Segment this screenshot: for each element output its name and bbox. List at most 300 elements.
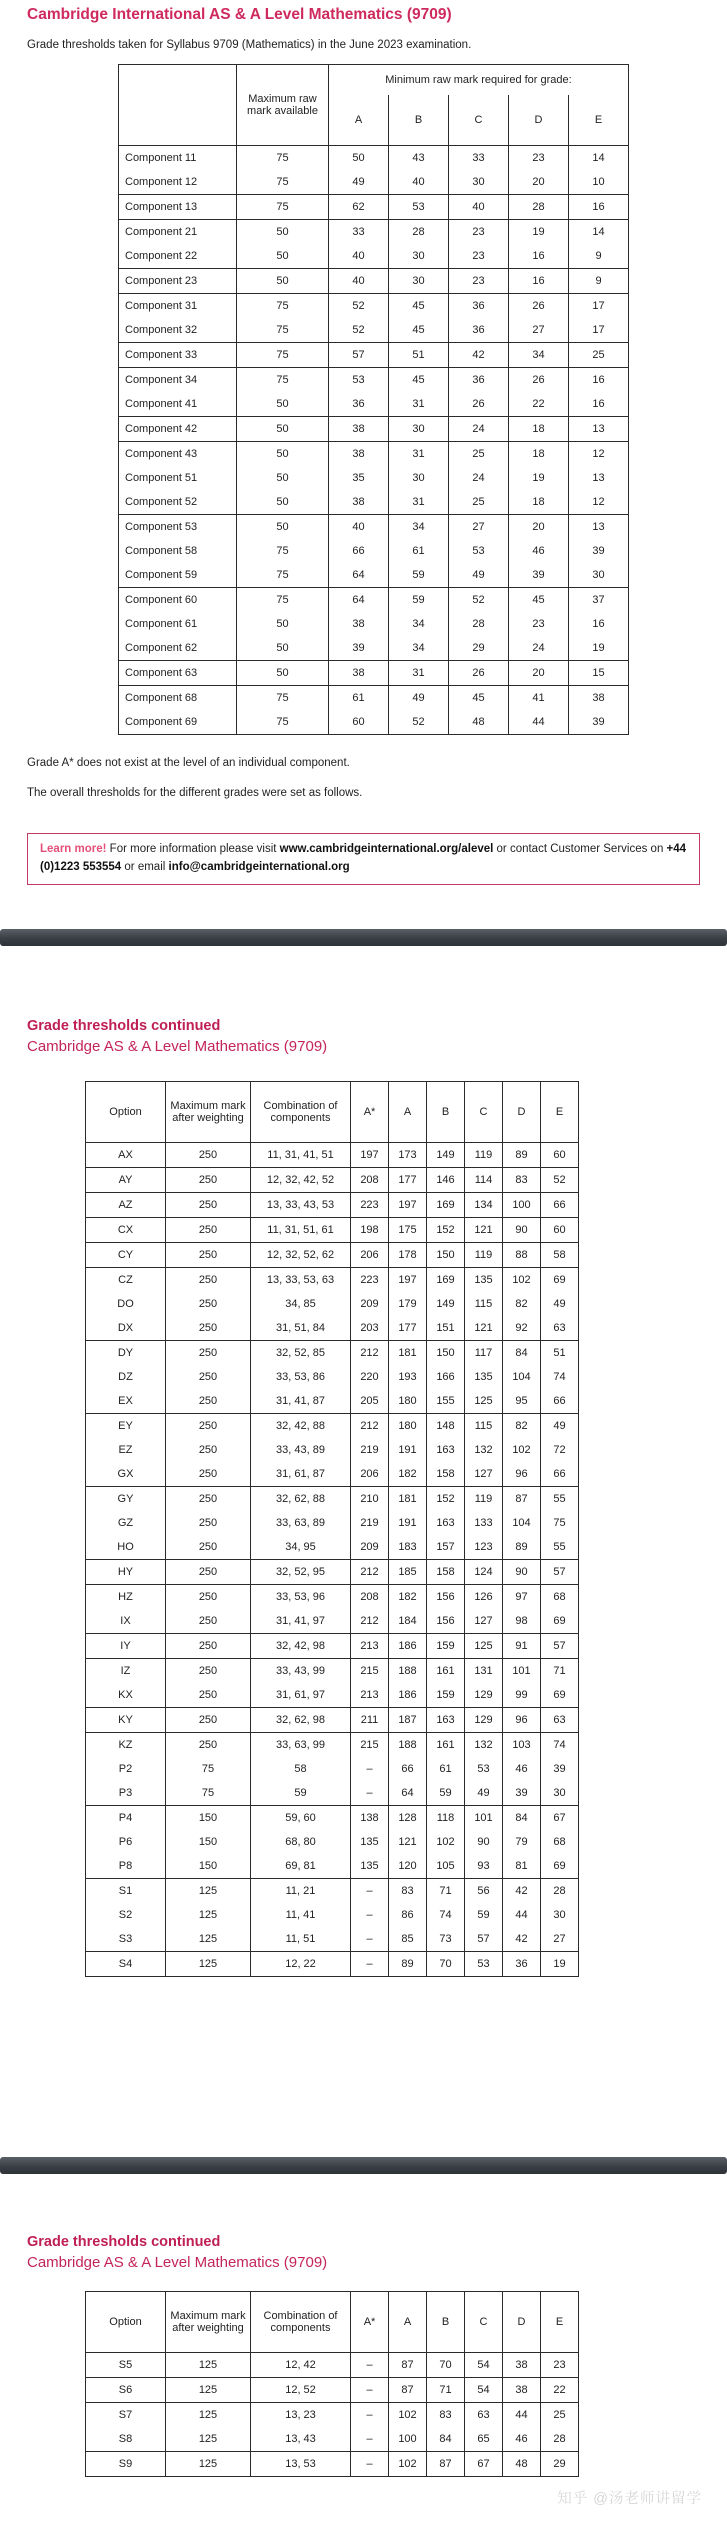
table-cell: P6 (118, 1835, 133, 1848)
table-cell: S6 (86, 2377, 166, 2402)
table-cell: 40 (329, 269, 389, 294)
table-cell: 50 (237, 661, 329, 686)
table-cell: 50 (237, 612, 329, 636)
table-cell: – (351, 1927, 389, 1952)
table-cell: 250 (166, 1192, 251, 1217)
table-cell: 19 (509, 466, 569, 490)
table-row (86, 1903, 579, 1927)
table-cell: 213 (351, 1683, 389, 1708)
table-cell: 39 (503, 1781, 541, 1806)
table-cell: 31, 41, 87 (251, 1389, 351, 1414)
table-cell: 250 (166, 1389, 251, 1414)
table-row (119, 686, 629, 711)
table-cell: IY (86, 1633, 166, 1658)
table-cell: 33, 43, 99 (251, 1658, 351, 1683)
table-cell: 79 (503, 1830, 541, 1854)
table-cell: 125 (166, 2377, 251, 2402)
table-cell: 24 (449, 466, 509, 490)
page-separator-bar (0, 929, 727, 946)
grade-c-header: C (449, 95, 509, 146)
table-cell: 11, 51 (251, 1927, 351, 1952)
table-cell: 49 (389, 686, 449, 711)
table-cell: 43 (389, 146, 449, 171)
table-cell: 30 (449, 170, 509, 195)
email-address: info@cambridgeinternational.org (168, 860, 350, 873)
table-cell: 45 (389, 368, 449, 393)
table-cell: CY (86, 1242, 166, 1267)
table-cell: 18 (509, 490, 569, 515)
table-cell: 13, 33, 43, 53 (251, 1192, 351, 1217)
table-cell: 39 (569, 539, 629, 563)
table-cell: 34, 85 (251, 1292, 351, 1316)
table-cell: 72 (541, 1438, 579, 1462)
table-cell: 208 (351, 1584, 389, 1609)
table-row (86, 1292, 579, 1316)
continued-subheading: Cambridge AS & A Level Mathematics (9709) (27, 2253, 328, 2271)
table-cell: Component 52 (119, 490, 237, 515)
table-cell: 33, 63, 99 (251, 1732, 351, 1757)
table-cell: 161 (427, 1658, 465, 1683)
table-cell: 203 (351, 1316, 389, 1341)
table-cell: 30 (541, 1781, 579, 1806)
grade-group-header: Minimum raw mark required for grade: (329, 65, 629, 96)
note-overall-thresholds: The overall thresholds for the different grades were set as follows. (27, 787, 363, 799)
table-cell: – (351, 2377, 389, 2402)
table-cell: 166 (427, 1365, 465, 1389)
max-mark-header: Maximum mark after weighting (166, 1081, 251, 1142)
table-cell: 70 (427, 2352, 465, 2377)
document-page-2 (0, 946, 727, 2113)
table-row (86, 1878, 579, 1903)
table-cell: 124 (465, 1559, 503, 1584)
table-row (119, 490, 629, 515)
table-cell: 36 (503, 1951, 541, 1976)
grade-c-header: C (465, 1081, 503, 1142)
table-cell: 55 (541, 1486, 579, 1511)
table-cell: 16 (569, 195, 629, 220)
table-cell: 34 (389, 612, 449, 636)
table-cell: 150 (427, 1340, 465, 1365)
table-row (86, 1854, 579, 1879)
table-cell: 250 (166, 1535, 251, 1560)
table-row (86, 1340, 579, 1365)
table-cell: 16 (509, 244, 569, 269)
table-row (86, 1535, 579, 1560)
table-cell: DY (117, 1346, 134, 1359)
learn-more-text-3: or email (121, 860, 169, 873)
table-cell: 63 (541, 1707, 579, 1732)
table-cell: 29 (449, 636, 509, 661)
table-cell: HO (86, 1535, 166, 1560)
table-cell: 250 (166, 1167, 251, 1192)
table-cell: 185 (389, 1559, 427, 1584)
table-cell: 184 (389, 1609, 427, 1634)
table-cell: HZ (118, 1590, 133, 1603)
table-cell: Component 22 (119, 244, 237, 269)
table-row (86, 1584, 579, 1609)
table-cell: 11, 41 (251, 1903, 351, 1927)
table-cell: 96 (503, 1462, 541, 1487)
table-cell: – (351, 1903, 389, 1927)
table-cell: 75 (237, 343, 329, 368)
table-cell: 163 (427, 1438, 465, 1462)
component-thresholds-table (118, 64, 629, 735)
table-cell: 24 (449, 417, 509, 442)
table-cell: 50 (237, 269, 329, 294)
table-cell: 129 (465, 1707, 503, 1732)
table-cell: Component 58 (125, 545, 198, 557)
table-cell: 197 (389, 1192, 427, 1217)
page-separator-bar (0, 2157, 727, 2174)
table-cell: 11, 21 (251, 1878, 351, 1903)
table-cell: 30 (389, 244, 449, 269)
grade-d-header: D (509, 95, 569, 146)
table-cell: 20 (509, 170, 569, 195)
combination-header: Combination of components (251, 1081, 351, 1142)
table-row (119, 318, 629, 343)
table-cell: 39 (509, 563, 569, 588)
table-cell: 134 (465, 1192, 503, 1217)
table-cell: Component 59 (119, 563, 237, 588)
table-cell: 135 (351, 1854, 389, 1879)
table-cell: 183 (389, 1535, 427, 1560)
table-cell: 125 (166, 1927, 251, 1952)
phone-number: +44 (0)1223 553554 (40, 843, 687, 873)
table-cell: 149 (427, 1292, 465, 1316)
table-cell: 40 (329, 515, 389, 540)
learn-more-box (27, 833, 700, 885)
table-cell: 125 (166, 2402, 251, 2427)
table-cell: Component 32 (119, 318, 237, 343)
table-cell: 250 (166, 1658, 251, 1683)
table-cell: 70 (427, 1951, 465, 1976)
table-cell: 32, 62, 88 (251, 1486, 351, 1511)
table-cell: – (351, 2352, 389, 2377)
table-cell: Component 43 (125, 448, 198, 460)
table-cell: 212 (351, 1413, 389, 1438)
table-cell: 17 (569, 294, 629, 319)
table-cell: Component 60 (125, 594, 198, 606)
table-cell: 75 (237, 146, 329, 171)
table-cell: 87 (503, 1486, 541, 1511)
table-row (86, 1511, 579, 1535)
table-cell: 150 (166, 1805, 251, 1830)
table-cell: 20 (509, 515, 569, 540)
table-cell: 250 (166, 1242, 251, 1267)
table-cell: 50 (237, 220, 329, 245)
grade-b-header: B (427, 2291, 465, 2352)
table-cell: 48 (503, 2451, 541, 2476)
table-cell: 132 (465, 1732, 503, 1757)
table-cell: 75 (166, 1757, 251, 1781)
table-cell: 61 (427, 1757, 465, 1781)
table-cell: 92 (503, 1316, 541, 1341)
table-cell: 58 (541, 1242, 579, 1267)
table-cell: Component 12 (119, 170, 237, 195)
table-cell: 135 (351, 1830, 389, 1854)
table-cell: 103 (503, 1732, 541, 1757)
table-cell: 128 (389, 1805, 427, 1830)
table-cell: 90 (503, 1217, 541, 1242)
grade-a-header: A (389, 1081, 427, 1142)
table-cell: 12, 32, 52, 62 (251, 1242, 351, 1267)
table-cell: 82 (503, 1413, 541, 1438)
table-cell: 61 (389, 539, 449, 563)
table-cell: 250 (166, 1316, 251, 1341)
grade-a-header: A (329, 95, 389, 146)
table-cell: 125 (166, 1951, 251, 1976)
table-cell: 38 (503, 2377, 541, 2402)
table-cell: 250 (166, 1340, 251, 1365)
table-cell: 223 (351, 1267, 389, 1292)
table-cell: 49 (329, 170, 389, 195)
table-cell: 75 (237, 539, 329, 563)
table-cell: 50 (237, 636, 329, 661)
table-cell: DX (86, 1316, 166, 1341)
table-cell: 127 (465, 1462, 503, 1487)
table-cell: 59 (389, 588, 449, 613)
table-row (119, 195, 629, 220)
table-cell: 132 (465, 1438, 503, 1462)
table-cell: 53 (329, 368, 389, 393)
table-cell: 82 (503, 1292, 541, 1316)
table-cell: 158 (427, 1462, 465, 1487)
table-cell: 69 (541, 1267, 579, 1292)
table-cell: 30 (569, 563, 629, 588)
table-row (86, 1486, 579, 1511)
table-cell: 12, 32, 42, 52 (251, 1167, 351, 1192)
table-cell: 32, 62, 98 (251, 1707, 351, 1732)
table-row (86, 1830, 579, 1854)
table-cell: 12, 22 (251, 1951, 351, 1976)
table-cell: Component 62 (119, 636, 237, 661)
table-cell: 102 (427, 1830, 465, 1854)
table-cell: 83 (427, 2402, 465, 2427)
table-cell: 250 (166, 1365, 251, 1389)
table-cell: S1 (118, 1884, 133, 1897)
table-cell: DO (117, 1297, 134, 1310)
table-cell: AX (86, 1142, 166, 1167)
table-cell: 66 (541, 1389, 579, 1414)
table-cell: GX (86, 1462, 166, 1487)
table-cell: 9 (569, 269, 629, 294)
table-cell: Component 41 (119, 392, 237, 417)
table-cell: 101 (503, 1658, 541, 1683)
table-cell: 22 (509, 392, 569, 417)
table-cell: 25 (449, 442, 509, 467)
table-row (86, 1951, 579, 1976)
table-cell: 121 (465, 1217, 503, 1242)
table-cell: KY (86, 1707, 166, 1732)
table-cell: 15 (569, 661, 629, 686)
table-cell: 206 (351, 1462, 389, 1487)
table-cell: EX (86, 1389, 166, 1414)
table-cell: Component 68 (125, 692, 198, 704)
table-cell: 53 (465, 1757, 503, 1781)
table-cell: 50 (237, 466, 329, 490)
table-cell: 57 (541, 1559, 579, 1584)
table-cell: – (351, 1781, 389, 1806)
table-cell: AZ (86, 1192, 166, 1217)
table-cell: 119 (465, 1142, 503, 1167)
table-cell: 11, 31, 51, 61 (251, 1217, 351, 1242)
table-cell: 30 (389, 466, 449, 490)
table-cell: 18 (509, 417, 569, 442)
table-cell: 58 (251, 1757, 351, 1781)
table-cell: 48 (449, 710, 509, 735)
table-cell: 60 (541, 1217, 579, 1242)
table-cell: Component 31 (125, 300, 198, 312)
table-cell: IZ (120, 1664, 131, 1677)
table-cell: P2 (118, 1762, 133, 1775)
table-cell: 9 (569, 244, 629, 269)
table-cell: 22 (541, 2377, 579, 2402)
table-cell: 250 (166, 1267, 251, 1292)
table-header-row (86, 1081, 579, 1142)
table-cell: 99 (503, 1683, 541, 1708)
table-cell: 75 (541, 1511, 579, 1535)
table-cell: 52 (449, 588, 509, 613)
table-cell: 250 (166, 1486, 251, 1511)
table-cell: 84 (503, 1340, 541, 1365)
table-cell: 31 (389, 661, 449, 686)
table-cell: 13, 23 (251, 2402, 351, 2427)
table-cell: 12 (569, 490, 629, 515)
grade-a-header: A (389, 2291, 427, 2352)
table-cell: 121 (389, 1830, 427, 1854)
table-cell: 49 (449, 563, 509, 588)
table-cell: 125 (166, 1878, 251, 1903)
table-row (119, 343, 629, 368)
table-cell: 53 (389, 195, 449, 220)
table-cell: 13 (569, 417, 629, 442)
table-cell: – (351, 1757, 389, 1781)
table-cell: 34 (509, 343, 569, 368)
table-cell: 36 (449, 318, 509, 343)
table-row (119, 368, 629, 393)
table-cell: 250 (166, 1511, 251, 1535)
table-cell: 89 (389, 1951, 427, 1976)
table-cell: 38 (329, 417, 389, 442)
table-cell: 33, 43, 89 (251, 1438, 351, 1462)
table-cell: 64 (329, 588, 389, 613)
table-cell: 105 (427, 1854, 465, 1879)
table-cell: 115 (465, 1292, 503, 1316)
table-cell: 250 (166, 1462, 251, 1487)
table-cell: 44 (503, 1903, 541, 1927)
table-row (119, 588, 629, 613)
table-cell: 102 (503, 1267, 541, 1292)
table-row (119, 294, 629, 319)
table-cell: 39 (569, 710, 629, 735)
table-cell: – (351, 1951, 389, 1976)
table-cell: 250 (166, 1584, 251, 1609)
table-cell: S3 (86, 1927, 166, 1952)
table-cell: 75 (237, 686, 329, 711)
table-cell: 125 (166, 1903, 251, 1927)
grade-a-star-header: A* (351, 2291, 389, 2352)
table-cell: 25 (449, 490, 509, 515)
table-cell: 198 (351, 1217, 389, 1242)
table-row (86, 2427, 579, 2452)
table-cell: 209 (351, 1292, 389, 1316)
option-table-body (86, 2352, 579, 2476)
table-row (86, 1732, 579, 1757)
table-row (86, 2402, 579, 2427)
table-cell: 150 (166, 1854, 251, 1879)
table-cell: 18 (509, 442, 569, 467)
table-cell: 66 (541, 1192, 579, 1217)
grade-b-header: B (427, 1081, 465, 1142)
table-cell: 191 (389, 1511, 427, 1535)
continued-heading: Grade thresholds continued (27, 2233, 221, 2250)
table-cell: 33, 53, 96 (251, 1584, 351, 1609)
table-cell: 88 (503, 1242, 541, 1267)
table-row (86, 1267, 579, 1292)
combination-header: Combination of components (251, 2291, 351, 2352)
table-cell: 250 (166, 1633, 251, 1658)
table-cell: 26 (509, 368, 569, 393)
table-cell: 42 (503, 1927, 541, 1952)
table-cell: 16 (569, 368, 629, 393)
table-row (119, 170, 629, 195)
table-cell: 180 (389, 1389, 427, 1414)
table-cell: 52 (541, 1167, 579, 1192)
table-cell: 163 (427, 1511, 465, 1535)
table-cell: 135 (465, 1267, 503, 1292)
table-cell: 159 (427, 1633, 465, 1658)
table-cell: S7 (118, 2408, 133, 2421)
table-cell: 87 (389, 2352, 427, 2377)
table-row (86, 1167, 579, 1192)
table-cell: 12, 52 (251, 2377, 351, 2402)
table-cell: 155 (427, 1389, 465, 1414)
table-row (86, 2451, 579, 2476)
learn-more-label: Learn more! (40, 843, 107, 855)
table-cell: Component 61 (125, 618, 198, 630)
table-cell: 175 (389, 1217, 427, 1242)
table-cell: 182 (389, 1584, 427, 1609)
table-cell: 38 (569, 686, 629, 711)
table-cell: 250 (166, 1683, 251, 1708)
table-cell: 163 (427, 1707, 465, 1732)
table-cell: 12 (569, 442, 629, 467)
table-cell: 64 (329, 563, 389, 588)
table-cell: 59 (389, 563, 449, 588)
table-cell: 197 (389, 1267, 427, 1292)
table-cell: P4 (118, 1811, 133, 1824)
table-cell: 23 (449, 220, 509, 245)
table-row (119, 392, 629, 417)
table-cell: AY (86, 1167, 166, 1192)
table-cell: 75 (237, 368, 329, 393)
table-cell: 50 (237, 442, 329, 467)
table-cell: 23 (449, 244, 509, 269)
table-cell: 13 (569, 466, 629, 490)
table-cell: 180 (389, 1413, 427, 1438)
table-cell: 100 (503, 1192, 541, 1217)
table-cell: 83 (503, 1167, 541, 1192)
table-cell: 157 (427, 1535, 465, 1560)
table-cell: 13, 33, 53, 63 (251, 1267, 351, 1292)
table-cell: 29 (541, 2451, 579, 2476)
table-cell: 187 (389, 1707, 427, 1732)
table-cell: S9 (118, 2457, 133, 2470)
table-cell: 25 (569, 343, 629, 368)
table-cell: 38 (329, 490, 389, 515)
table-cell: 16 (509, 269, 569, 294)
table-cell: 93 (465, 1854, 503, 1879)
